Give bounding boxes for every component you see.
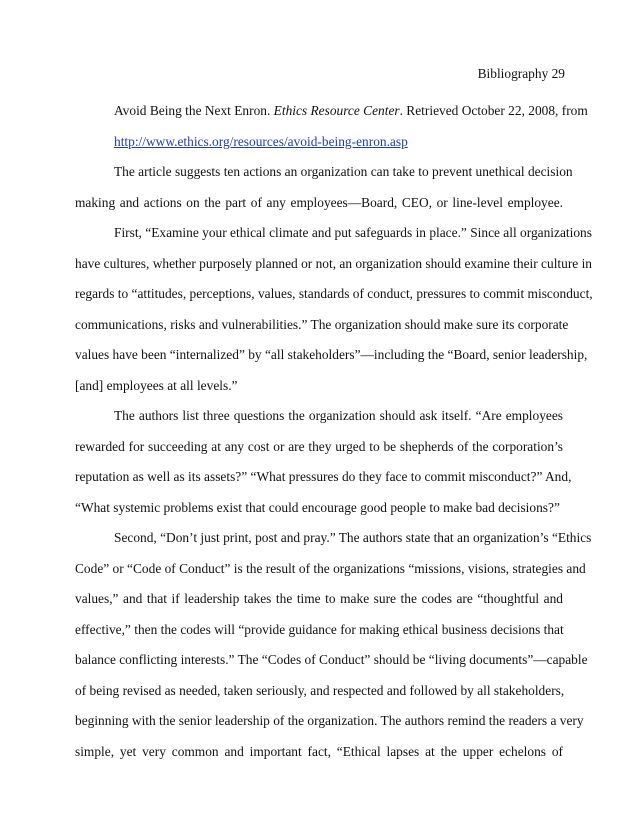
running-header: Bibliography 29 [477, 66, 565, 81]
body-line: rewarded for succeeding at any cost or are they urged to be shepherds of the corporation’s [75, 439, 563, 454]
citation-title-line [114, 103, 588, 119]
body-line: simple, yet very common and important fact, “Ethical lapses at the upper echelons of [75, 744, 563, 759]
citation-url-line [114, 134, 563, 150]
body-line: regards to “attitudes, perceptions, values, standards of conduct, pressures to commit misconduct, [75, 286, 593, 301]
body-line: The authors list three questions the organization should ask itself. “Are employees [114, 408, 563, 423]
body-line: The article suggests ten actions an organization can take to prevent unethical decision [114, 164, 573, 179]
citation-article-title: Avoid Being the Next Enron. [114, 103, 274, 118]
body-line: making and actions on the part of any employees—Board, CEO, or line-level employee. [75, 195, 563, 210]
body-line: First, “Examine your ethical climate and put safeguards in place.” Since all organizations [114, 225, 592, 240]
citation-url-link[interactable]: http://www.ethics.org/resources/avoid-being-enron.asp [114, 134, 408, 149]
body-line: have cultures, whether purposely planned or not, an organization should examine their culture in [75, 256, 592, 271]
citation-publisher: Ethics Resource Center [273, 103, 400, 118]
body-line: balance conflicting interests.” The “Codes of Conduct” should be “living documents”—capable [75, 652, 588, 667]
body-line: beginning with the senior leadership of the organization. The authors remind the readers a very [75, 713, 584, 728]
body-line: [and] employees at all levels.” [75, 378, 238, 393]
body-line: values have been “internalized” by “all stakeholders”—including the “Board, senior leadership, [75, 347, 588, 362]
body-line: values,” and that if leadership takes the time to make sure the codes are “thoughtful and [75, 591, 563, 606]
body-line: Code” or “Code of Conduct” is the result of the organizations “missions, visions, strategies and [75, 561, 586, 576]
body-line: communications, risks and vulnerabilities.” The organization should make sure its corporate [75, 317, 569, 332]
body-line: reputation as well as its assets?” “What pressures do they face to commit misconduct?” And, [75, 469, 572, 484]
body-line: effective,” then the codes will “provide guidance for making ethical business decisions that [75, 622, 564, 637]
body-line: Second, “Don’t just print, post and pray.” The authors state that an organization’s “Ethics [114, 530, 592, 545]
body-line: “What systemic problems exist that could encourage good people to make bad decisions?” [75, 500, 560, 515]
citation-retrieved: . Retrieved October 22, 2008, from [399, 103, 588, 118]
body-line: of being revised as needed, taken seriously, and respected and followed by all stakeholders, [75, 683, 565, 698]
